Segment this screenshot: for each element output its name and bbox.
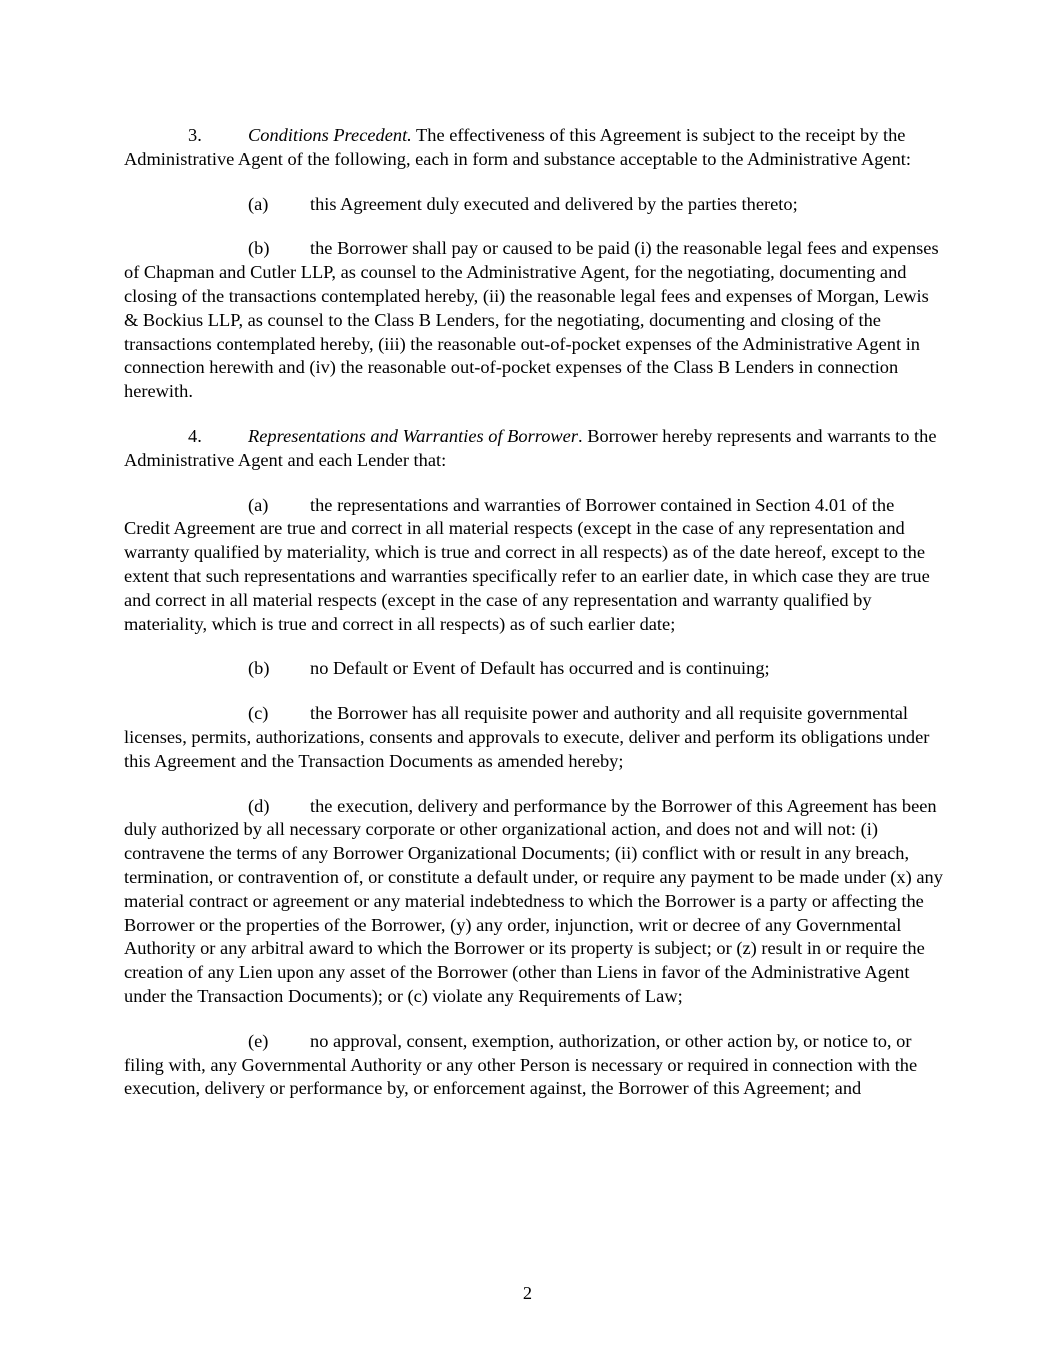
document-body <box>124 124 944 1122</box>
clause-text: the Borrower shall pay or caused to be paid (i) the reasonable legal fees and expenses of Chapman and Cutler LLP, as counsel to the Administrative Agent, for the negotiating, documenting and closing of the transactions contemplated hereby, (ii) the reasonable legal fees and expenses of Morgan, Lewis & Bockius LLP, as counsel to the Class B Lenders, for the negotiating, documenting and closing of the transactions contemplated hereby, (iii) the reasonable out-of-pocket expenses of the Administrative Agent in connection herewith and (iv) the reasonable out-of-pocket expenses of the Class B Lenders in connection herewith. <box>124 238 939 402</box>
clause-3a <box>124 193 944 217</box>
clause-text: the representations and warranties of Borrower contained in Section 4.01 of the Credit Agreement are true and correct in all material respects (except in the case of any representation and warranty qualified by materiality, which is true and correct in all respects) as of the date hereof, except to the extent that such representations and warranties specifically refer to an earlier date, in which case they are true and correct in all material respects (except in the case of any representation and warranty qualified by materiality, which is true and correct in all respects) as of such earlier date; <box>124 494 930 634</box>
clause-label: (a) <box>248 494 269 515</box>
clause-4a <box>124 494 944 637</box>
section-text: The effectiveness of this Agreement is subject to the receipt by the Administrative Agent of the following, each in form and substance acceptable to the Administrative Agent: <box>124 125 912 169</box>
page-number: 2 <box>522 1283 533 1303</box>
clause-label: (a) <box>248 193 269 214</box>
clause-label: (c) <box>248 703 269 724</box>
clause-label: (e) <box>248 1030 269 1051</box>
clause-text: this Agreement duly executed and delivered by the parties thereto; <box>310 193 798 214</box>
clause-text: no approval, consent, exemption, authorization, or other action by, or notice to, or filing with, any Governmental Authority or any other Person is necessary or required in connection with the execution, delivery or performance by, or enforcement against, the Borrower of this Agreement; and <box>124 1030 918 1099</box>
section-3-paragraph <box>124 124 944 172</box>
section-number: 4. <box>188 425 202 446</box>
clause-text: the execution, delivery and performance by the Borrower of this Agreement has been duly authorized by all necessary corporate or other organizational action, and does not and will not: (i) contravene the terms of any Borrower Organizational Documents; (ii) conflict with or result in any breach, termination, or contravention of, or constitute a default under, or require any payment to be made under (x) any material contract or agreement or any material indebtedness to which the Borrower is a party or affecting the Borrower or the properties of the Borrower, (y) any order, injunction, writ or decree of any Governmental Authority or any arbitral award to which the Borrower or its property is subject; or (z) result in or require the creation of any Lien upon any asset of the Borrower (other than Liens in favor of the Administrative Agent under the Transaction Documents); or (c) violate any Requirements of Law; <box>124 795 943 1006</box>
section-number: 3. <box>188 125 202 145</box>
clause-4e <box>124 1030 944 1101</box>
section-heading: Representations and Warranties of Borrower <box>248 425 579 446</box>
clause-4d <box>124 795 944 1009</box>
section-4-paragraph <box>124 425 944 473</box>
clause-4b <box>124 657 944 681</box>
clause-4c <box>124 702 944 773</box>
clause-text: the Borrower has all requisite power and authority and all requisite governmental licenses, permits, authorizations, consents and approvals to execute, deliver and perform its obligations under this Agreement and the Transaction Documents as amended hereby; <box>124 703 930 771</box>
section-text: . Borrower hereby represents and warrants to the Administrative Agent and each Lender that: <box>124 425 937 470</box>
clause-label: (b) <box>248 238 270 259</box>
clause-3b <box>124 237 944 404</box>
clause-label: (d) <box>248 795 270 816</box>
section-heading: Conditions Precedent. <box>248 125 412 145</box>
clause-text: no Default or Event of Default has occurred and is continuing; <box>310 658 770 679</box>
clause-label: (b) <box>248 658 270 679</box>
